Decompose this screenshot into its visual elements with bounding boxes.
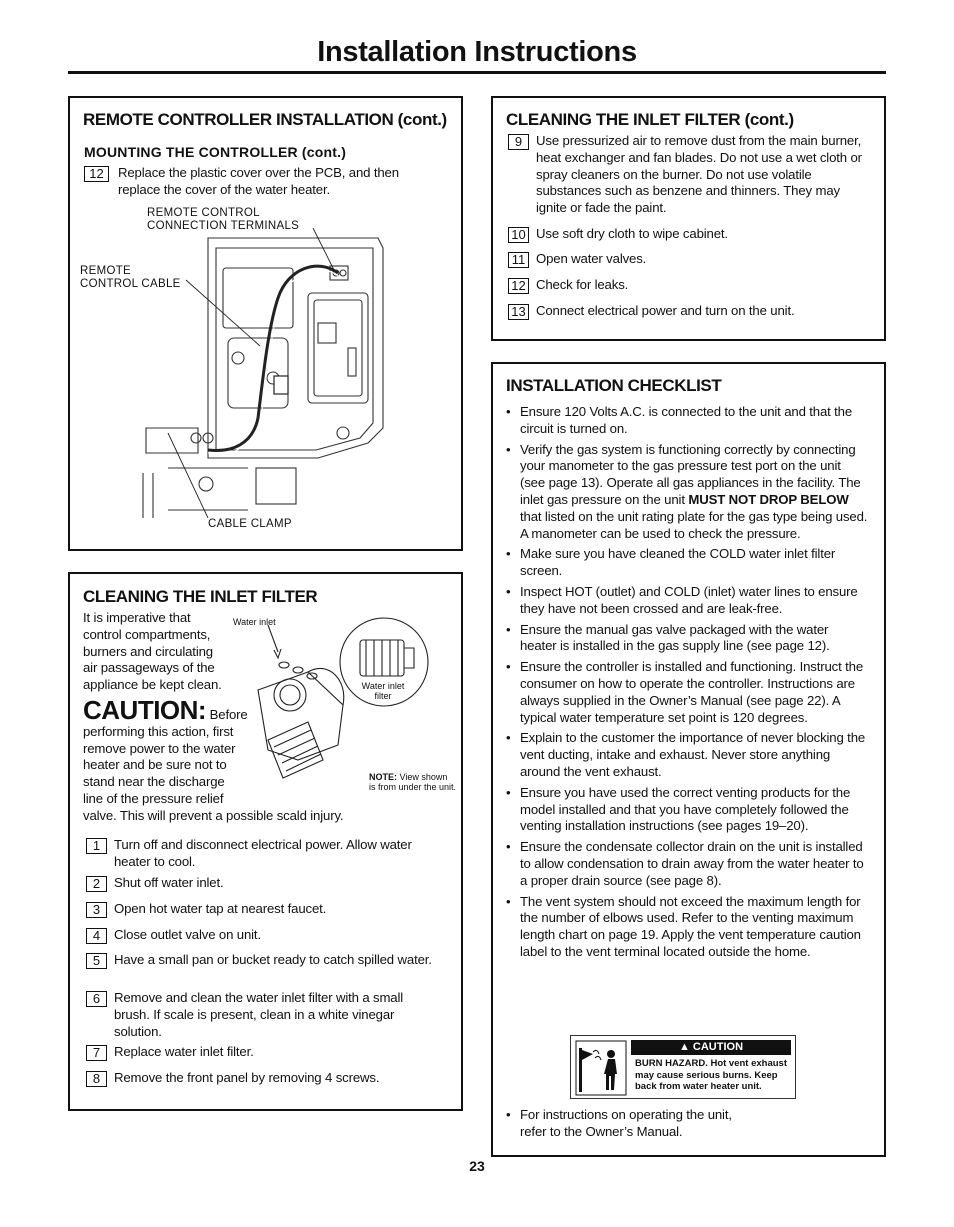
checklist-heading: INSTALLATION CHECKLIST: [506, 376, 722, 395]
filter-step-number: 7: [86, 1045, 107, 1061]
page-title: Installation Instructions: [317, 36, 637, 68]
checklist-item: • The vent system should not exceed the maximum length for the number of elbows used. Refer to the venting maximum length chart on page 19. Apply the vent temperature caution label to the vent terminal located outside the home.: [506, 894, 868, 961]
checklist-item: • Explain to the customer the importance of never blocking the vent ducting, intake and exhaust. Never store anything around the vent exhaust.: [506, 730, 868, 780]
controller-illustration: [138, 228, 398, 518]
mounting-subheading: MOUNTING THE CONTROLLER (cont.): [84, 144, 347, 160]
diagram-water-inlet-label: Water inlet: [233, 617, 276, 627]
label-text: BURN HAZARD. Hot vent exhaust may cause serious burns. Keep back from water heater unit.: [635, 1058, 788, 1092]
filter-step-number: 6: [86, 991, 107, 1007]
checklist-item: • Ensure the controller is installed and functioning. Instruct the consumer on how to operate the controller. Instructions are always supplied in the Owner’s Manual (see page 22). A typical water temperature set point is 120 degrees.: [506, 659, 868, 726]
cont-step-number: 13: [508, 304, 529, 320]
cont-step-number: 12: [508, 278, 529, 294]
cleaning-filter-heading: CLEANING THE INLET FILTER: [83, 587, 318, 606]
vent-caution-label: [570, 1035, 796, 1099]
checklist-item: • Ensure the condensate collector drain on the unit is installed to allow condensation to drain away from the water heater to a proper drain source (see page 8).: [506, 839, 868, 889]
checklist-item: • Ensure 120 Volts A.C. is connected to the unit and that the circuit is turned on.: [506, 404, 868, 438]
caution-block: CAUTION: Before performing this action, first remove power to the water heater and be sure not to stand near the discharge line of the pressure relief valve. This will prevent a possible scald injury.: [83, 695, 344, 823]
cleaning-filter-cont-heading: CLEANING THE INLET FILTER (cont.): [506, 110, 794, 129]
filter-step-number: 5: [86, 953, 107, 969]
filter-step-text: Remove the front panel by removing 4 screws.: [114, 1070, 380, 1085]
caution-word: CAUTION:: [83, 695, 207, 725]
checklist-item: • For instructions on operating the unit, refer to the Owner’s Manual.: [506, 1107, 756, 1141]
label-header: ▲ CAUTION: [631, 1040, 791, 1055]
checklist-item: • Make sure you have cleaned the COLD water inlet filter screen.: [506, 546, 868, 580]
filter-step-text: Replace water inlet filter.: [114, 1044, 254, 1059]
checklist-item: • Ensure the manual gas valve packaged with the water heater is installed in the gas supply line (see page 12).: [506, 622, 868, 656]
hot-exhaust-person-icon: [575, 1040, 627, 1096]
step-text: Replace the plastic cover over the PCB, and then replace the cover of the water heater.: [118, 165, 399, 197]
checklist: [506, 404, 868, 965]
cont-step-text: Use pressurized air to remove dust from the main burner, heat exchanger and fan blades. Do not use a wet cloth or spray cleaners on the burner. Do not use volatile substances such as benzene and thinners. They may ignite or fade the paint.: [536, 133, 862, 216]
filter-step-number: 4: [86, 928, 107, 944]
diagram-filter-label: Water inlet filter: [361, 681, 405, 701]
filter-step-number: 2: [86, 876, 107, 892]
checklist-item: • Inspect HOT (outlet) and COLD (inlet) water lines to ensure they have not been crossed and are leak-free.: [506, 584, 868, 618]
filter-step-text: Turn off and disconnect electrical power. Allow water heater to cool.: [114, 837, 412, 869]
step-number: 12: [84, 166, 109, 182]
filter-step-text: Shut off water inlet.: [114, 875, 224, 890]
cont-step-number: 10: [508, 227, 529, 243]
filter-step-text: Have a small pan or bucket ready to catch spilled water.: [114, 952, 432, 967]
filter-step-number: 1: [86, 838, 107, 854]
title-rule: [68, 71, 886, 74]
filter-step-text: Open hot water tap at nearest faucet.: [114, 901, 327, 916]
remote-controller-heading: REMOTE CONTROLLER INSTALLATION (cont.): [83, 110, 447, 129]
checklist-item: • Verify the gas system is functioning correctly by connecting your manometer to the gas pressure test port on the unit (see page 13). Operate all gas appliances in the facility. The inlet gas pressure on the unit MUST NOT DROP BELOW that listed on the unit rating plate for the gas type being used. A manometer can be used to check the pressure.: [506, 442, 868, 543]
cont-step-text: Check for leaks.: [536, 277, 629, 292]
cont-step-number: 9: [508, 134, 529, 150]
cont-step-text: Connect electrical power and turn on the unit.: [536, 303, 795, 318]
cont-step-text: Use soft dry cloth to wipe cabinet.: [536, 226, 728, 241]
filter-step-number: 3: [86, 902, 107, 918]
callout-cable: REMOTE CONTROL CABLE: [80, 265, 181, 290]
filter-step-text: Close outlet valve on unit.: [114, 927, 261, 942]
filter-step-text: Remove and clean the water inlet filter with a small brush. If scale is present, clean in a white vinegar solution.: [114, 990, 404, 1039]
callout-cable-clamp: CABLE CLAMP: [208, 518, 292, 530]
checklist-final: [506, 1107, 756, 1145]
filter-step-number: 8: [86, 1071, 107, 1087]
callout-terminals: REMOTE CONTROL CONNECTION TERMINALS: [147, 207, 300, 232]
page-number: 23: [469, 1158, 485, 1174]
cont-step-text: Open water valves.: [536, 251, 647, 266]
checklist-item: • Ensure you have used the correct venting products for the model installed and that you have completely followed the venting installation instructions (see pages 19–20).: [506, 785, 868, 835]
inlet-filter-illustration: [248, 610, 458, 810]
diagram-note: NOTE: View shown is from under the unit.: [369, 772, 457, 792]
intro-text: It is imperative that control compartments, burners and circulating air passageways of the appliance be kept clean.: [83, 610, 222, 693]
cont-step-number: 11: [508, 252, 529, 268]
